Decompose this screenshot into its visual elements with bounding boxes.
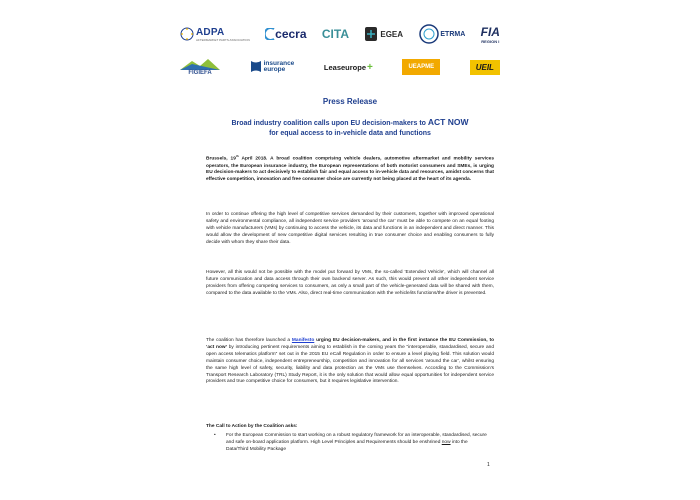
figiefa-mountain-icon xyxy=(180,58,220,70)
paragraph-2: In order to continue offering the high level of competitive services demanded by their customers, together with improved operational safety and environmental compliance, all independent service providers ‘around the car’ must be able to compete on an equal footing with vehicle manufacturers (VMs) by continuing to access the vehicle, its data and functions in an independent and direct manner. This would allow the development of new competitive digital services resulting in true consumer choice and enabling consumers to fully decide with whom they share their data. xyxy=(206,212,494,245)
cecra-swoosh-icon xyxy=(265,28,275,40)
intro-date: Brussels, 19 xyxy=(206,156,236,162)
cita-text: CITA xyxy=(321,27,349,41)
insurance-europe-flag-icon xyxy=(250,60,262,74)
bullet-text xyxy=(226,433,490,454)
bullet-text-a: For the European Commission to start working on a robust regulatory framework for an interoperable, standardised, secure and safe on-board application platform. High Level Principles and Requirements should be enshrined xyxy=(226,433,487,445)
insurance-europe-logo xyxy=(250,54,295,80)
ueil-logo xyxy=(470,54,500,80)
ueil-text: UEIL xyxy=(470,60,500,75)
fia-logo xyxy=(481,20,500,48)
page-number: 1 xyxy=(487,462,490,468)
logo-row-bottom xyxy=(180,54,500,80)
call-to-action-heading: The Call to Action by the Coalition asks: xyxy=(206,424,298,429)
p4-text-a: The coalition has therefore launched a xyxy=(206,338,292,343)
etrma-tyre-icon xyxy=(418,24,440,44)
p4-text-bold: urging EU decision-makers, and in the first instance the EU Commission, to ‘act now’ xyxy=(206,338,494,350)
adpa-text: ADPA xyxy=(196,26,225,38)
logo-row-top xyxy=(180,20,500,48)
headline-act-now: ACT NOW xyxy=(427,117,469,127)
bullet-text-b: into the Data/Third Mobility Package xyxy=(226,439,468,452)
egea-emblem-icon xyxy=(364,26,378,42)
figiefa-logo xyxy=(180,54,220,80)
fia-text: FIA xyxy=(480,24,500,39)
europe-text: europe xyxy=(263,66,286,73)
cecra-text: cecra xyxy=(275,27,307,41)
intro-date-sup: th xyxy=(235,154,239,158)
bullet-dot: • xyxy=(214,433,216,438)
paragraph-intro xyxy=(206,156,494,184)
ueapme-text: UEAPME xyxy=(402,59,440,75)
figiefa-text: FIGIEFA xyxy=(188,70,212,76)
paragraph-3: However, all this would not be possible with the model put forward by VMs, the so-called ‘Extended Vehicle’, which will channel all future communication and data access through their own backend server. As such, this would prevent all other independent service providers from offering competing services to consumers, as only a small part of the vehicle-generated data will be shared with them, compared to the data available to the VMs. Also, direct real-time communication with the vehicle/its functions/the driver is prevented. xyxy=(206,270,494,296)
leaseurope-logo xyxy=(324,54,373,80)
egea-logo xyxy=(364,20,403,48)
manifesto-link[interactable]: Manifesto xyxy=(291,338,315,343)
headline-line2: for equal access to in-vehicle data and functions xyxy=(269,130,431,137)
cecra-logo xyxy=(265,20,306,48)
fia-subtext: REGION I xyxy=(481,38,500,44)
headline xyxy=(180,117,520,139)
adpa-star-icon xyxy=(180,27,194,41)
adpa-subtext: AFTERMARKET PARTS ASSOCIATION xyxy=(196,37,250,42)
etrma-logo xyxy=(418,20,465,48)
egea-text: EGEA xyxy=(380,29,404,39)
press-release-title: Press Release xyxy=(322,97,378,106)
headline-part-a: Broad industry coalition calls upon EU decision-makers to xyxy=(231,120,428,127)
leaseurope-plus-icon: + xyxy=(367,61,373,73)
bullet-item xyxy=(214,433,490,454)
paragraph-4 xyxy=(206,338,494,386)
etrma-text: ETRMA xyxy=(440,30,466,38)
cita-logo xyxy=(322,20,349,48)
intro-text: April 2018. A broad coalition comprising vehicle dealers, automotive aftermarket and mobility services operators, the European insurance industry, the European representations of both motorist consumers and SMEs, is urging EU decision-makers to act decisively to establish fair and equal access to in-vehicle data and resources, amidst concerns that effective competition, innovation and free consumer choice are currently not being placed at the heart of its agenda. xyxy=(206,156,494,183)
adpa-logo xyxy=(180,20,250,48)
ueapme-logo xyxy=(402,54,440,80)
leaseurope-text: Leaseurope xyxy=(323,62,367,72)
p4-text-c: by introducing pertinent requirements aiming to establish in the coming years the “interoperable, standardised, secure and open access telematics platform” set out in the 2015 EU eCall Regulation in order to ensure a level playing field. This solution would maintain consumer choice, independent entrepreneurship, competition and innovation for all services ‘around the car’, whilst ensuring the same high level of safety, security, liability and data protection as the VMs use themselves. According to the Commission’s Transport Research Laboratory (TRL) Study Report, it is the only solution that would allow equal opportunities for independent service providers and true competitive choice for consumers, but it requires legislative intervention. xyxy=(206,344,494,385)
insurance-text: insurance xyxy=(263,59,295,67)
bullet-now: now xyxy=(441,439,451,445)
